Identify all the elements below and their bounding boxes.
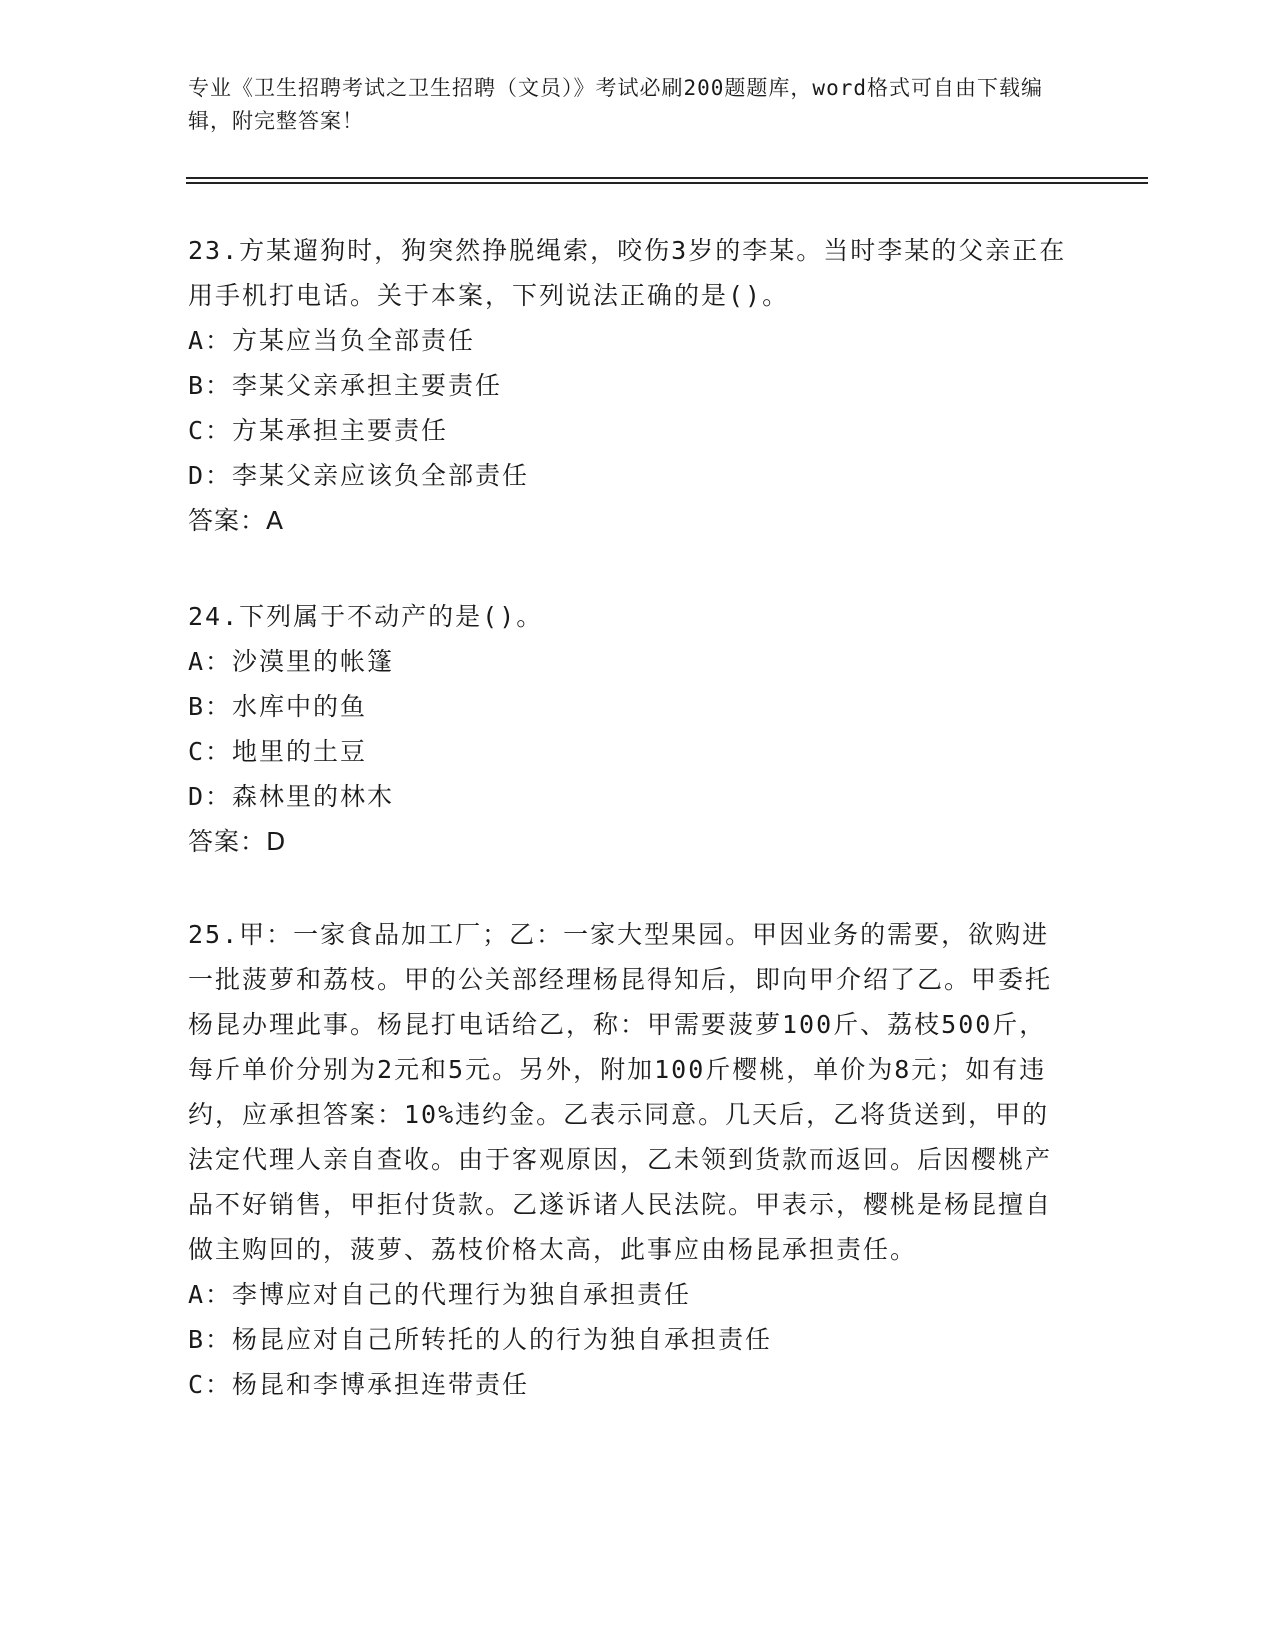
question-24: [188, 594, 1068, 864]
header-divider-bottom: [186, 182, 1148, 184]
option-b: B：水库中的鱼: [188, 692, 368, 721]
question-stem: 23.方某遛狗时，狗突然挣脱绳索，咬伤3岁的李某。当时李某的父亲正在用手机打电话。关于本案，下列说法正确的是()。: [188, 236, 1067, 310]
option-a: A：李博应对自己的代理行为独自承担责任: [188, 1280, 692, 1309]
option-b: B：杨昆应对自己所转托的人的行为独自承担责任: [188, 1325, 773, 1354]
option-a: A：沙漠里的帐篷: [188, 647, 395, 676]
question-stem: 24.下列属于不动产的是()。: [188, 602, 544, 631]
question-23: [188, 228, 1068, 543]
option-d: D：李某父亲应该负全部责任: [188, 461, 530, 490]
option-a: A：方某应当负全部责任: [188, 326, 476, 355]
option-c: C：方某承担主要责任: [188, 416, 449, 445]
option-c: C：地里的土豆: [188, 737, 368, 766]
answer: 答案：D: [188, 827, 287, 856]
option-b: B：李某父亲承担主要责任: [188, 371, 503, 400]
option-d: D：森林里的林木: [188, 782, 395, 811]
option-c: C：杨昆和李博承担连带责任: [188, 1370, 530, 1399]
header-divider-top: [186, 177, 1148, 179]
question-25: [188, 912, 1068, 1407]
answer: 答案：A: [188, 506, 285, 535]
document-header: 专业《卫生招聘考试之卫生招聘（文员）》考试必刷200题题库，word格式可自由下载编辑，附完整答案！: [188, 76, 1043, 133]
question-stem: 25.甲：一家食品加工厂；乙：一家大型果园。甲因业务的需要，欲购进一批菠萝和荔枝。甲的公关部经理杨昆得知后，即向甲介绍了乙。甲委托杨昆办理此事。杨昆打电话给乙，称：甲需要菠萝100斤、荔枝500斤，每斤单价分别为2元和5元。另外，附加100斤樱桃，单价为8元；如有违约，应承担答案：10%违约金。乙表示同意。几天后，乙将货送到，甲的法定代理人亲自查收。由于客观原因，乙未领到货款而返回。后因樱桃产品不好销售，甲拒付货款。乙遂诉诸人民法院。甲表示，樱桃是杨昆擅自做主购回的，菠萝、荔枝价格太高，此事应由杨昆承担责任。: [188, 920, 1053, 1264]
